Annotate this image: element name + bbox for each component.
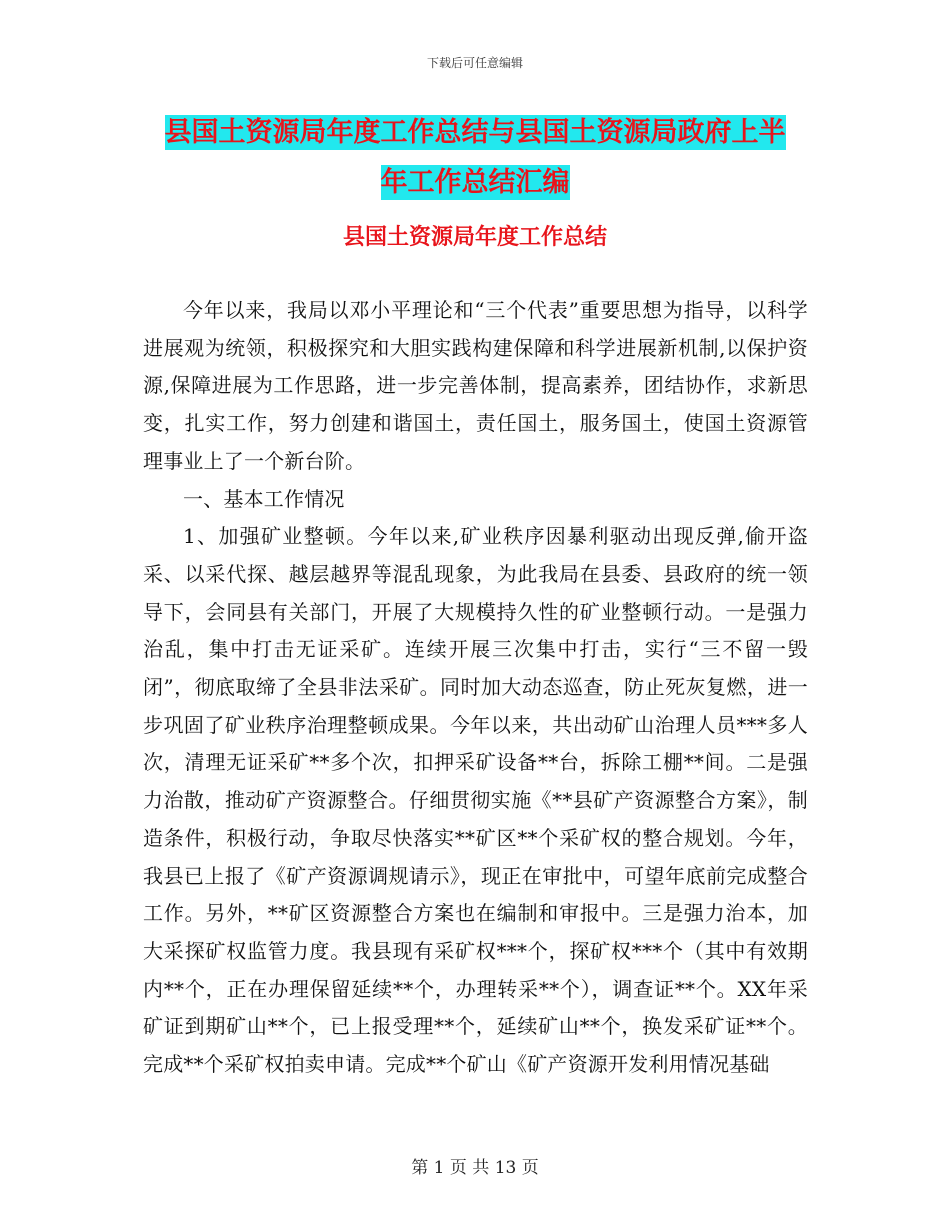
header-note: 下载后可任意编辑	[426, 56, 523, 70]
document-title	[0, 108, 950, 208]
document-body	[143, 292, 808, 1084]
section-heading-basic-work: 一、基本工作情况	[183, 486, 345, 511]
intro-paragraph: 今年以来，我局以邓小平理论和“三个代表”重要思想为指导，以科学进展观为统领，积极探究和大胆实践构建保障和科学进展新机制,以保护资源,保障进展为工作思路，进一步完善体制，提高素养，团结协作，求新思变，扎实工作，努力创建和谐国土，责任国土，服务国土，使国土资源管理事业上了一个新台阶。	[143, 298, 808, 473]
section-title: 县国土资源局年度工作总结	[342, 224, 607, 250]
title-line-1: 县国土资源局年度工作总结与县国土资源局政府上半	[164, 117, 786, 148]
mining-rectification-paragraph: 1、加强矿业整顿。今年以来,矿业秩序因暴利驱动出现反弹,偷开盗采、以采代探、越层越界等混乱现象，为此我局在县委、县政府的统一领导下，会同县有关部门，开展了大规模持久性的矿业整顿行动。一是强力治乱，集中打击无证采矿。连续开展三次集中打击，实行“三不留一毁闭”，彻底取缔了全县非法采矿。同时加大动态巡查，防止死灰复燃，进一步巩固了矿业秩序治理整顿成果。今年以来，共出动矿山治理人员***多人次，清理无证采矿**多个次，扣押采矿设备**台，拆除工棚**间。二是强力治散，推动矿产资源整合。仔细贯彻实施《**县矿产资源整合方案》，制造条件，积极行动，争取尽快落实**矿区**个采矿权的整合规划。今年，我县已上报了《矿产资源调规请示》，现正在审批中，可望年底前完成整合工作。另外，**矿区资源整合方案也在编制和审报中。三是强力治本，加大采探矿权监管力度。我县现有采矿权***个，探矿权***个（其中有效期内**个，正在办理保留延续**个，办理转采**个），调查证**个。XX年采矿证到期矿山**个，已上报受理**个，延续矿山**个，换发采矿证**个。完成**个采矿权拍卖申请。完成**个矿山《矿产资源开发利用情况基础	[143, 524, 808, 1077]
page-footer: 第 1 页 共 13 页	[411, 1158, 539, 1178]
title-line-2: 年工作总结汇编	[380, 167, 570, 198]
